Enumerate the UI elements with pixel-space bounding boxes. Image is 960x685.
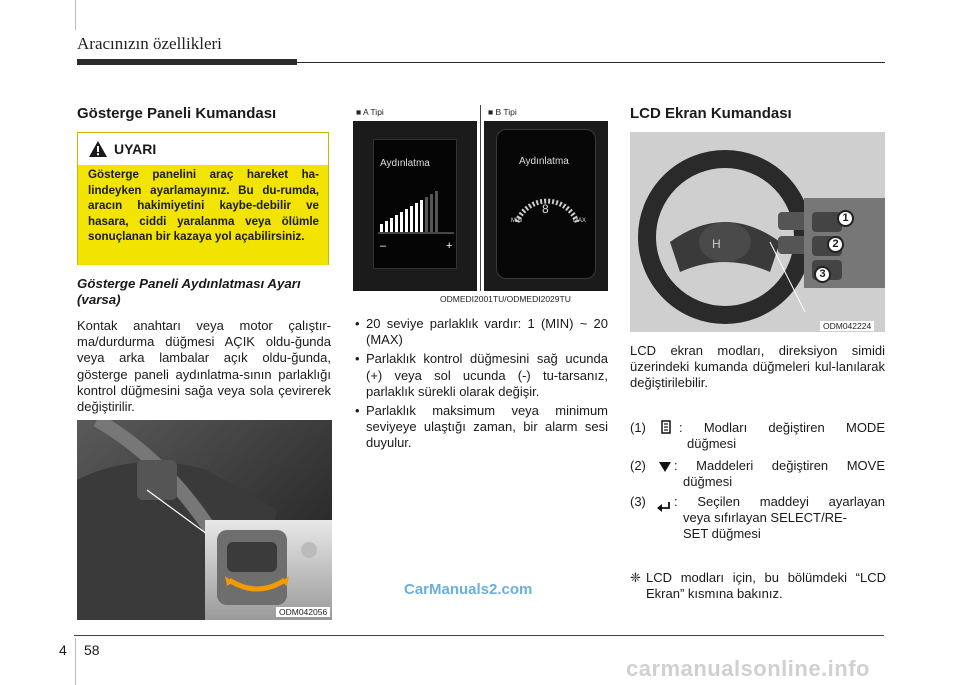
lcd-paragraph: LCD ekran modları, direksiyon simidi üzerindeki kumanda düğmeleri kul-lanılarak değiştirilebilir. [630,343,885,391]
type-b-label: ■ B Tipi [485,107,520,117]
item-2-text: : Maddeleri değiştiren MOVE [674,458,885,473]
bullet-item: • Parlaklık maksimum veya minimum seviyeye ulaştığı zaman, bir alarm sesi duyulur. [353,403,608,452]
subheading-illumination: Gösterge Paneli Aydınlatması Ayarı (varsa) [77,276,301,307]
page-header-title: Aracınızın özellikleri [77,34,222,53]
select-reset-enter-icon [657,501,671,513]
brightness-level-value: 8 [542,202,549,216]
brightness-bar-graph-icon [378,190,454,235]
margin-line-bottom [75,638,76,685]
dashboard-dial-illustration [77,420,332,620]
header-rule [297,62,885,63]
callout-3: 3 [814,266,831,283]
move-down-triangle-icon [659,462,671,472]
warning-title: UYARI [114,141,157,157]
brightness-bullet-list [353,316,608,455]
minus-symbol: – [380,240,387,252]
svg-text:H: H [712,237,721,251]
watermark-text: CarManuals2.com [404,581,533,598]
warning-header [78,133,328,165]
type-a-display-title: Aydınlatma [380,158,430,169]
section-heading-lcd: LCD Ekran Kumandası [630,105,792,122]
type-b-display-panel [484,121,608,291]
figure-divider [480,105,481,291]
item-3-text-line2: veya sıfırlayan SELECT/RE- [683,510,847,525]
figure-code-middle: ODMEDI2001TU/ODMEDI2029TU [437,294,574,304]
illumination-paragraph: Kontak anahtarı veya motor çalıştır-ma/durdurma düğmesi AÇIK oldu-ğunda veya arka lambalar açık oldu-ğunda, gösterge paneli aydınlatma-sının parlaklığı kontrol düğmesini sağa veya sola çevirerek değiştirilir. [77,318,331,415]
page-number: 58 [84,642,100,658]
callout-2: 2 [827,236,844,253]
chapter-number: 4 [59,642,67,658]
callout-1: 1 [837,210,854,227]
type-a-label: ■ A Tipi [353,107,387,117]
type-b-screen [496,129,596,279]
item-3-text: : Seçilen maddeyi ayarlayan [674,494,885,509]
warning-text: Gösterge panelini araç hareket ha-lindeyken ayarlamayınız. Bu du-rumda, aracın hakimiyetini kaybe-debilir ve hasara, ciddi yaralanma veya ölümle sonuçlanan bir kazaya yol açabilirsiniz. [78,165,328,265]
plus-symbol: + [446,240,453,252]
section-heading-instrument-panel: Gösterge Paneli Kumandası [77,105,277,122]
item-3-text-line3: SET düğmesi [683,526,761,541]
steering-wheel-photo [630,132,885,332]
item-3-number: (3) [630,494,646,509]
mode-button-icon [660,419,672,435]
margin-line-top [75,0,76,30]
type-b-display-title: Aydınlatma [519,156,569,167]
steering-wheel-illustration [630,132,885,332]
footer-rule [74,635,884,636]
photo-code-left: ODM042056 [276,607,330,617]
type-a-screen [373,139,457,269]
illumination-display-figure [353,105,608,303]
warning-box [77,132,329,265]
item-1-number: (1) [630,420,646,435]
photo-code-right: ODM042224 [820,321,874,331]
item-1-text-line2: düğmesi [687,436,737,451]
bullet-item: • Parlaklık kontrol düğmesini sağ ucunda (+) veya sol ucunda (-) tu-tarsanız, parlaklık sürekli olarak değişir. [353,351,608,400]
type-a-display-panel [353,121,477,291]
footer-site-watermark: carmanualsonline.info [626,656,870,681]
min-label: MIN [511,218,522,224]
note-symbol: ❈ [630,570,641,585]
max-label: MAX [573,218,587,224]
item-2-number: (2) [630,458,646,473]
item-1-text: : Modları değiştiren MODE [679,420,885,435]
warning-triangle-icon [88,140,108,158]
lcd-note-text: LCD modları için, bu bölümdeki “LCD Ekran” kısmına bakınız. [646,570,886,602]
item-2-text-line2: düğmesi [683,474,733,489]
bullet-item: • 20 seviye parlaklık vardır: 1 (MIN) ~ 20 (MAX) [353,316,608,348]
dashboard-dial-photo [77,420,332,620]
header-bar [77,59,297,65]
